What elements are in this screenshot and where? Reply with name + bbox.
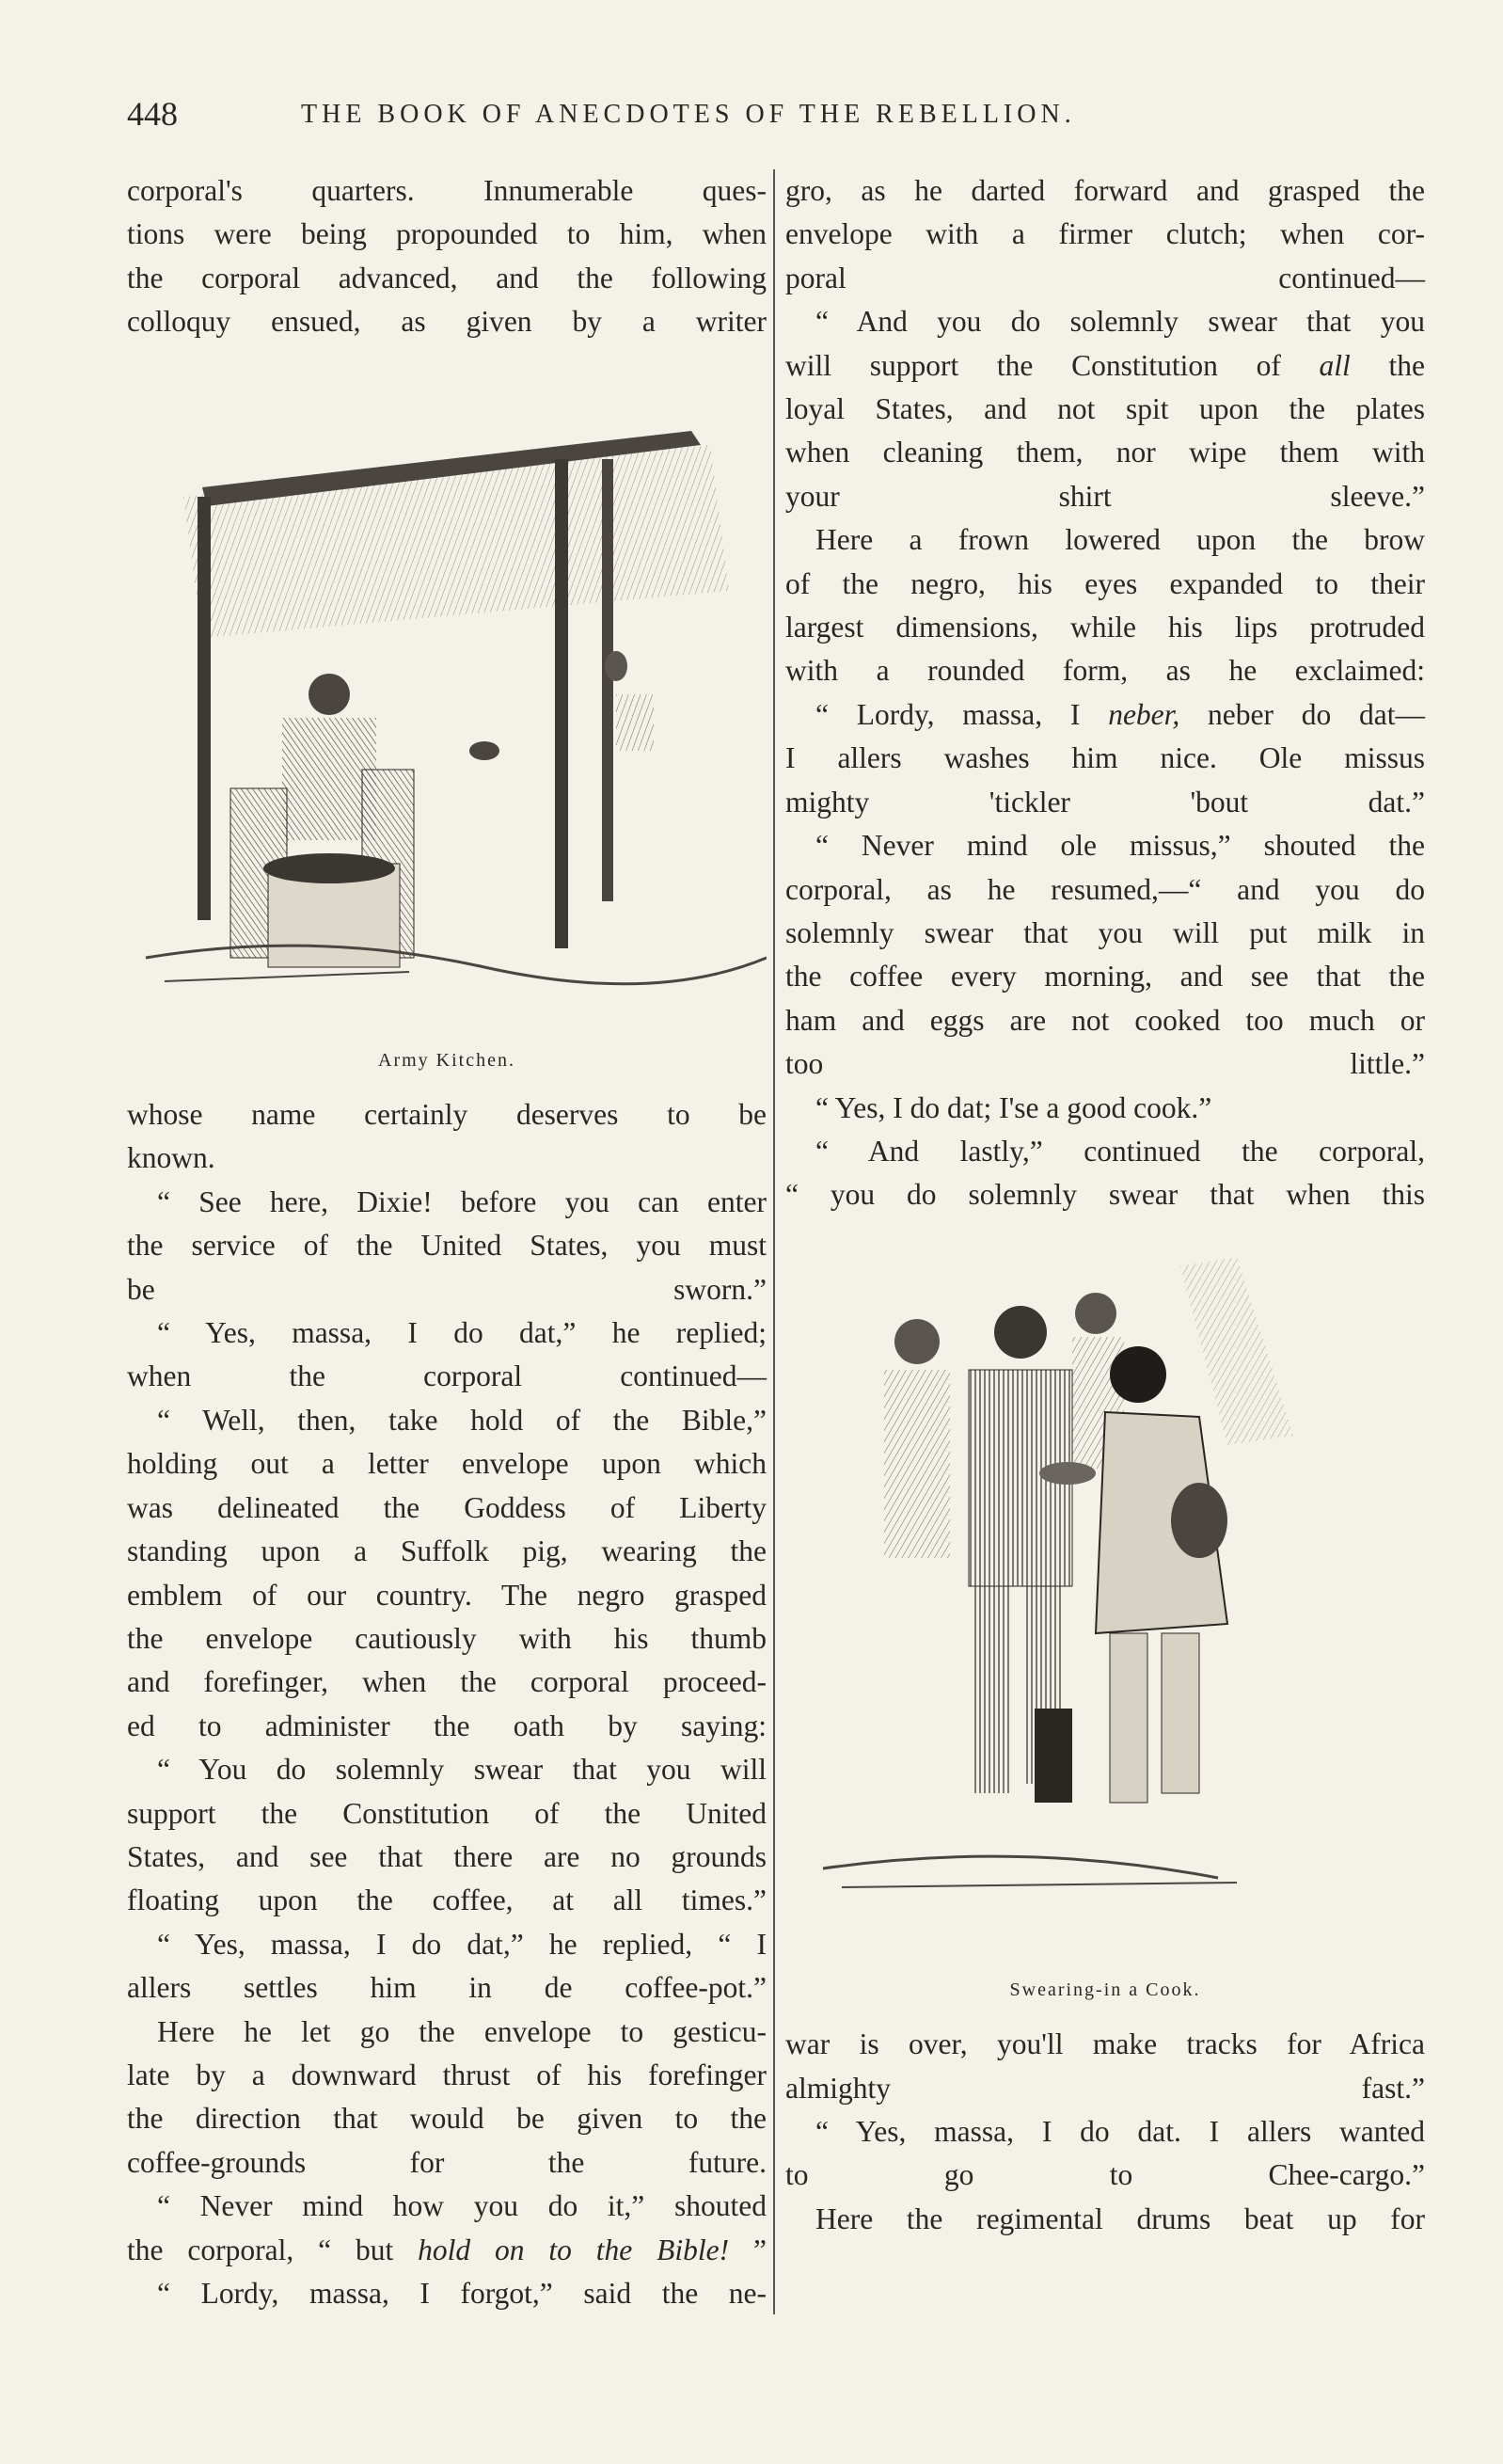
- paragraph: [127, 1181, 767, 1311]
- text-line: and forefinger, when the corporal proceed-: [127, 1665, 767, 1699]
- text-line: envelope with a firmer clutch; when cor-: [785, 217, 1425, 251]
- figure-caption: Swearing-in a Cook.: [1009, 1979, 1201, 2000]
- paragraph: [785, 300, 1425, 518]
- text-segment: “ Lordy, massa, I: [815, 697, 1109, 731]
- text-line: colloquy ensued, as given by a writer: [127, 305, 767, 339]
- paragraph: [127, 1093, 767, 1181]
- text-line: war is over, you'll make tracks for Africa: [785, 2027, 1425, 2061]
- text-segment: the: [1350, 348, 1426, 382]
- page-number: 448: [127, 95, 178, 133]
- text-line: with a rounded form, as he exclaimed:: [785, 654, 1425, 688]
- text-line: of the negro, his eyes expanded to their: [785, 566, 1425, 600]
- text-line: gro, as he darted forward and grasped the: [785, 174, 1425, 207]
- text-line: “ You do solemnly swear that you will: [157, 1753, 767, 1787]
- text-line: standing upon a Suffolk pig, wearing the: [127, 1534, 767, 1568]
- text-line: the coffee every morning, and see that the: [785, 960, 1425, 994]
- text-line: mighty 'tickler 'bout dat.”: [785, 785, 1425, 819]
- text-line: known.: [127, 1141, 215, 1175]
- italic-text: all: [1319, 348, 1351, 382]
- text-line: floating upon the coffee, at all times.”: [127, 1884, 767, 1917]
- text-line: solemnly swear that you will put milk in: [785, 915, 1425, 949]
- text-line: ed to administer the oath by saying:: [127, 1709, 767, 1742]
- text-line: “ Yes, massa, I do dat. I allers wanted: [815, 2114, 1425, 2148]
- paragraph: [127, 2185, 767, 2272]
- text-line: loyal States, and not spit upon the plates: [785, 392, 1425, 426]
- italic-text: neber,: [1108, 697, 1180, 731]
- text-line: the service of the United States, you must: [127, 1229, 767, 1263]
- italic-text: hold on to the Bible!: [418, 2233, 730, 2266]
- army-kitchen-figure: [127, 356, 767, 1082]
- text-line: when cleaning them, nor wipe them with: [785, 436, 1425, 469]
- text-line: be sworn.”: [127, 1272, 767, 1306]
- text-line: late by a downward thrust of his forefinger: [127, 2058, 767, 2091]
- text-line: to go to Chee-cargo.”: [785, 2158, 1425, 2192]
- paragraph: [785, 824, 1425, 1086]
- text-line: whose name certainly deserves to be: [127, 1098, 767, 1132]
- text-line: Here the regimental drums beat up for: [815, 2202, 1425, 2235]
- left-column: [127, 169, 767, 2315]
- paragraph: [785, 1087, 1425, 1130]
- page-header: [127, 94, 1425, 139]
- paragraph: [785, 2023, 1425, 2110]
- text-line: corporal's quarters. Innumerable ques-: [127, 174, 767, 207]
- text-line: largest dimensions, while his lips protruded: [785, 611, 1425, 644]
- text-line: tions were being propounded to him, when: [127, 217, 767, 251]
- paragraph: [127, 1399, 767, 1748]
- paragraph: [785, 2110, 1425, 2198]
- text-line: too little.”: [785, 1047, 1425, 1081]
- paragraph: [785, 518, 1425, 693]
- swearing-in-illustration: [785, 1229, 1425, 1963]
- text-line: the direction that would be given to the: [127, 2102, 767, 2136]
- text-line: the corporal advanced, and the following: [127, 261, 767, 294]
- running-head: THE BOOK OF ANECDOTES OF THE REBELLION.: [301, 100, 1076, 129]
- text-line: when the corporal continued—: [127, 1359, 767, 1393]
- text-line: almighty fast.”: [785, 2071, 1425, 2105]
- text-line: was delineated the Goddess of Liberty: [127, 1490, 767, 1524]
- text-line: your shirt sleeve.”: [785, 479, 1425, 513]
- text-line: “ Well, then, take hold of the Bible,”: [157, 1403, 767, 1437]
- paragraph: [127, 2011, 767, 2186]
- text-segment: the corporal, “ but: [127, 2233, 419, 2266]
- paragraph: [785, 169, 1425, 300]
- text-line: emblem of our country. The negro grasped: [127, 1578, 767, 1612]
- paragraph: [127, 1748, 767, 1923]
- text-line: poral continued—: [785, 261, 1425, 294]
- paragraph: [127, 2272, 767, 2315]
- text-line: allers settles him in de coffee-pot.”: [127, 1971, 767, 2005]
- text-line: “ And you do solemnly swear that you: [815, 305, 1425, 339]
- text-line: “ And lastly,” continued the corporal,: [815, 1134, 1425, 1168]
- text-line: “ you do solemnly swear that when this: [785, 1178, 1425, 1212]
- text-line: Here he let go the envelope to gesticu-: [157, 2014, 767, 2048]
- text-line: “ See here, Dixie! before you can enter: [157, 1184, 767, 1218]
- army-kitchen-illustration: [127, 356, 767, 1033]
- text-line: “ Never mind ole missus,” shouted the: [815, 829, 1425, 863]
- text-line: States, and see that there are no grounds: [127, 1839, 767, 1873]
- swearing-in-figure: [785, 1229, 1425, 2011]
- right-column: [785, 169, 1425, 2241]
- paragraph: [127, 169, 767, 344]
- text-line: “ Yes, I do dat; I'se a good cook.”: [815, 1090, 1212, 1124]
- text-segment: will support the Constitution of: [785, 348, 1320, 382]
- text-line: corporal, as he resumed,—“ and you do: [785, 872, 1425, 906]
- text-line: Here a frown lowered upon the brow: [815, 523, 1425, 557]
- paragraph: [785, 2198, 1425, 2241]
- text-segment: neber do dat—: [1179, 697, 1426, 731]
- text-line: “ Yes, massa, I do dat,” he replied, “ I: [157, 1927, 767, 1961]
- figure-caption: Army Kitchen.: [378, 1049, 515, 1071]
- text-line: “ Lordy, massa, I forgot,” said the ne-: [157, 2277, 767, 2310]
- paragraph: [785, 693, 1425, 824]
- text-line: coffee-grounds for the future.: [127, 2145, 767, 2179]
- text-line: support the Constitution of the United: [127, 1796, 767, 1830]
- text-line: “ Yes, massa, I do dat,” he replied;: [157, 1316, 767, 1350]
- text-line: “ Never mind how you do it,” shouted: [157, 2189, 767, 2223]
- column-divider: [773, 169, 775, 2314]
- paragraph: [127, 1311, 767, 1399]
- text-line: holding out a letter envelope upon which: [127, 1447, 767, 1481]
- paragraph: [785, 1130, 1425, 1217]
- text-line: ham and eggs are not cooked too much or: [785, 1003, 1425, 1037]
- paragraph: [127, 1923, 767, 2011]
- text-line: I allers washes him nice. Ole missus: [785, 741, 1425, 775]
- text-line: the envelope cautiously with his thumb: [127, 1621, 767, 1655]
- text-segment: ”: [729, 2233, 767, 2266]
